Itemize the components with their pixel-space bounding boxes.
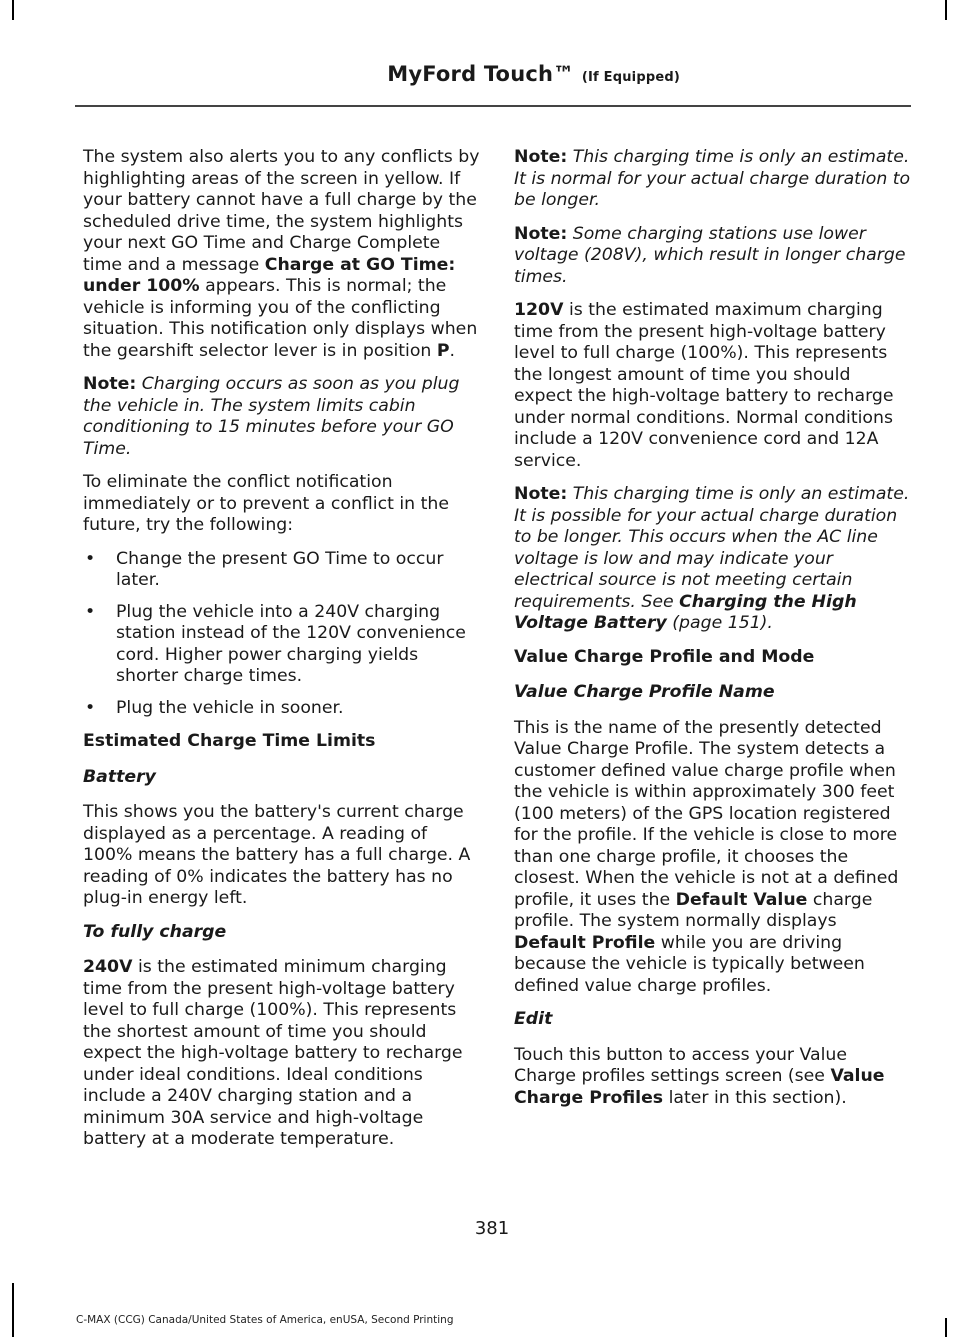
paragraph-240v: 240V is the estimated minimum charging time from the present high-voltage battery level to full charge (100%). This represents the shortest amount of time you should expect the high-voltage battery to recharge under ideal conditions. Ideal conditions include a 240V charging station and a minimum 30A service and high-voltage battery at a moderate temperature. <box>83 957 463 1149</box>
crop-mark <box>945 0 947 20</box>
paragraph-battery: This shows you the battery's current charge displayed as a percentage. A reading of 100% means the battery has a full charge. A reading of 0% indicates the battery has no plug-in energy left. <box>83 802 471 908</box>
list-item: • Change the present GO Time to occur later. <box>85 548 444 590</box>
heading-value-charge-profile-and-mode: Value Charge Profile and Mode <box>514 646 815 667</box>
list-item: • Plug the vehicle in sooner. <box>85 697 344 718</box>
note-cabin-conditioning: Note: Charging occurs as soon as you plug the vehicle in. The system limits cabin conditioning to 15 minutes before your GO Time. <box>83 374 460 459</box>
header-title-subtitle: (If Equipped) <box>581 70 680 85</box>
list-item: • Plug the vehicle into a 240V charging station instead of the 120V convenience cord. Higher power charging yields shorter charge times. <box>85 601 466 686</box>
link-charging-high-voltage-battery[interactable]: Charging the High Voltage Battery <box>514 591 857 633</box>
left-column <box>83 147 481 1163</box>
crop-mark <box>12 1283 14 1337</box>
bullet: • <box>85 548 96 569</box>
link-value-charge-profiles[interactable]: Value Charge Profiles <box>514 1066 885 1108</box>
bullet: • <box>85 601 96 622</box>
crop-mark <box>945 1318 947 1337</box>
tips-list <box>83 549 481 720</box>
page-header-title <box>387 62 680 86</box>
bullet: • <box>85 697 96 718</box>
message-charge-at-go-time: Charge at GO Time: under 100% <box>83 254 456 296</box>
subheading-value-charge-profile-name: Value Charge Profile Name <box>514 682 775 702</box>
header-rule <box>75 105 911 107</box>
header-title-main: MyFord Touch™ <box>387 62 575 86</box>
note-lower-voltage: Note: Some charging stations use lower voltage (208V), which result in longer charge times. <box>514 223 906 287</box>
paragraph-eliminate-conflict: To eliminate the conflict notification immediately or to prevent a conflict in the future, try the following: <box>83 472 449 535</box>
subheading-edit: Edit <box>514 1009 553 1029</box>
page-number: 381 <box>474 1218 510 1239</box>
note-estimate: Note: This charging time is only an estimate. It is normal for your actual charge duration to be longer. <box>514 147 911 210</box>
crop-mark <box>12 0 14 20</box>
paragraph-120v: 120V is the estimated maximum charging time from the present high-voltage battery level to full charge (100%). This represents the longest amount of time you should expect the high-voltage battery to recharge under normal conditions. Normal conditions include a 120V convenience cord and 12A service. <box>514 300 894 471</box>
right-column <box>514 147 912 1121</box>
subheading-to-fully-charge: To fully charge <box>83 921 227 942</box>
footer-text: C-MAX (CCG) Canada/United States of America, enUSA, Second Printing <box>76 1314 454 1326</box>
note-ac-line-voltage: Note: This charging time is only an estimate. It is possible for your actual charge duration to be longer. This occurs when the AC line voltage is low and may indicate your electrical source is not meeting certain requirements. See Charging the High Voltage Battery (page 151). <box>514 484 910 633</box>
subheading-battery: Battery <box>83 766 156 787</box>
paragraph-edit: Touch this button to access your Value Charge profiles settings screen (see Value Charge Profiles later in this section). <box>514 1044 885 1108</box>
paragraph-conflicts: The system also alerts you to any conflicts by highlighting areas of the screen in yellow. If your battery cannot have a full charge by the scheduled drive time, the system highlights your next GO Time and Charge Complete time and a message Charge at GO Time: under 100% appears. This is normal; the vehicle is informing you of the conflicting situation. This notification only displays when the gearshift selector lever is in position P. <box>83 147 480 361</box>
position-p: P <box>436 340 450 361</box>
heading-estimated-charge-time-limits: Estimated Charge Time Limits <box>83 731 376 751</box>
paragraph-profile-name: This is the name of the presently detected Value Charge Profile. The system detects a customer defined value charge profile when the vehicle is within approximately 300 feet (100 meters) of the GPS location registered for the profile. If the vehicle is close to more than one charge profile, it chooses the closest. When the vehicle is not at a defined profile, it uses the Default Value charge profile. The system normally displays Default Profile while you are driving because the vehicle is typically between defined value charge profiles. <box>514 717 899 996</box>
